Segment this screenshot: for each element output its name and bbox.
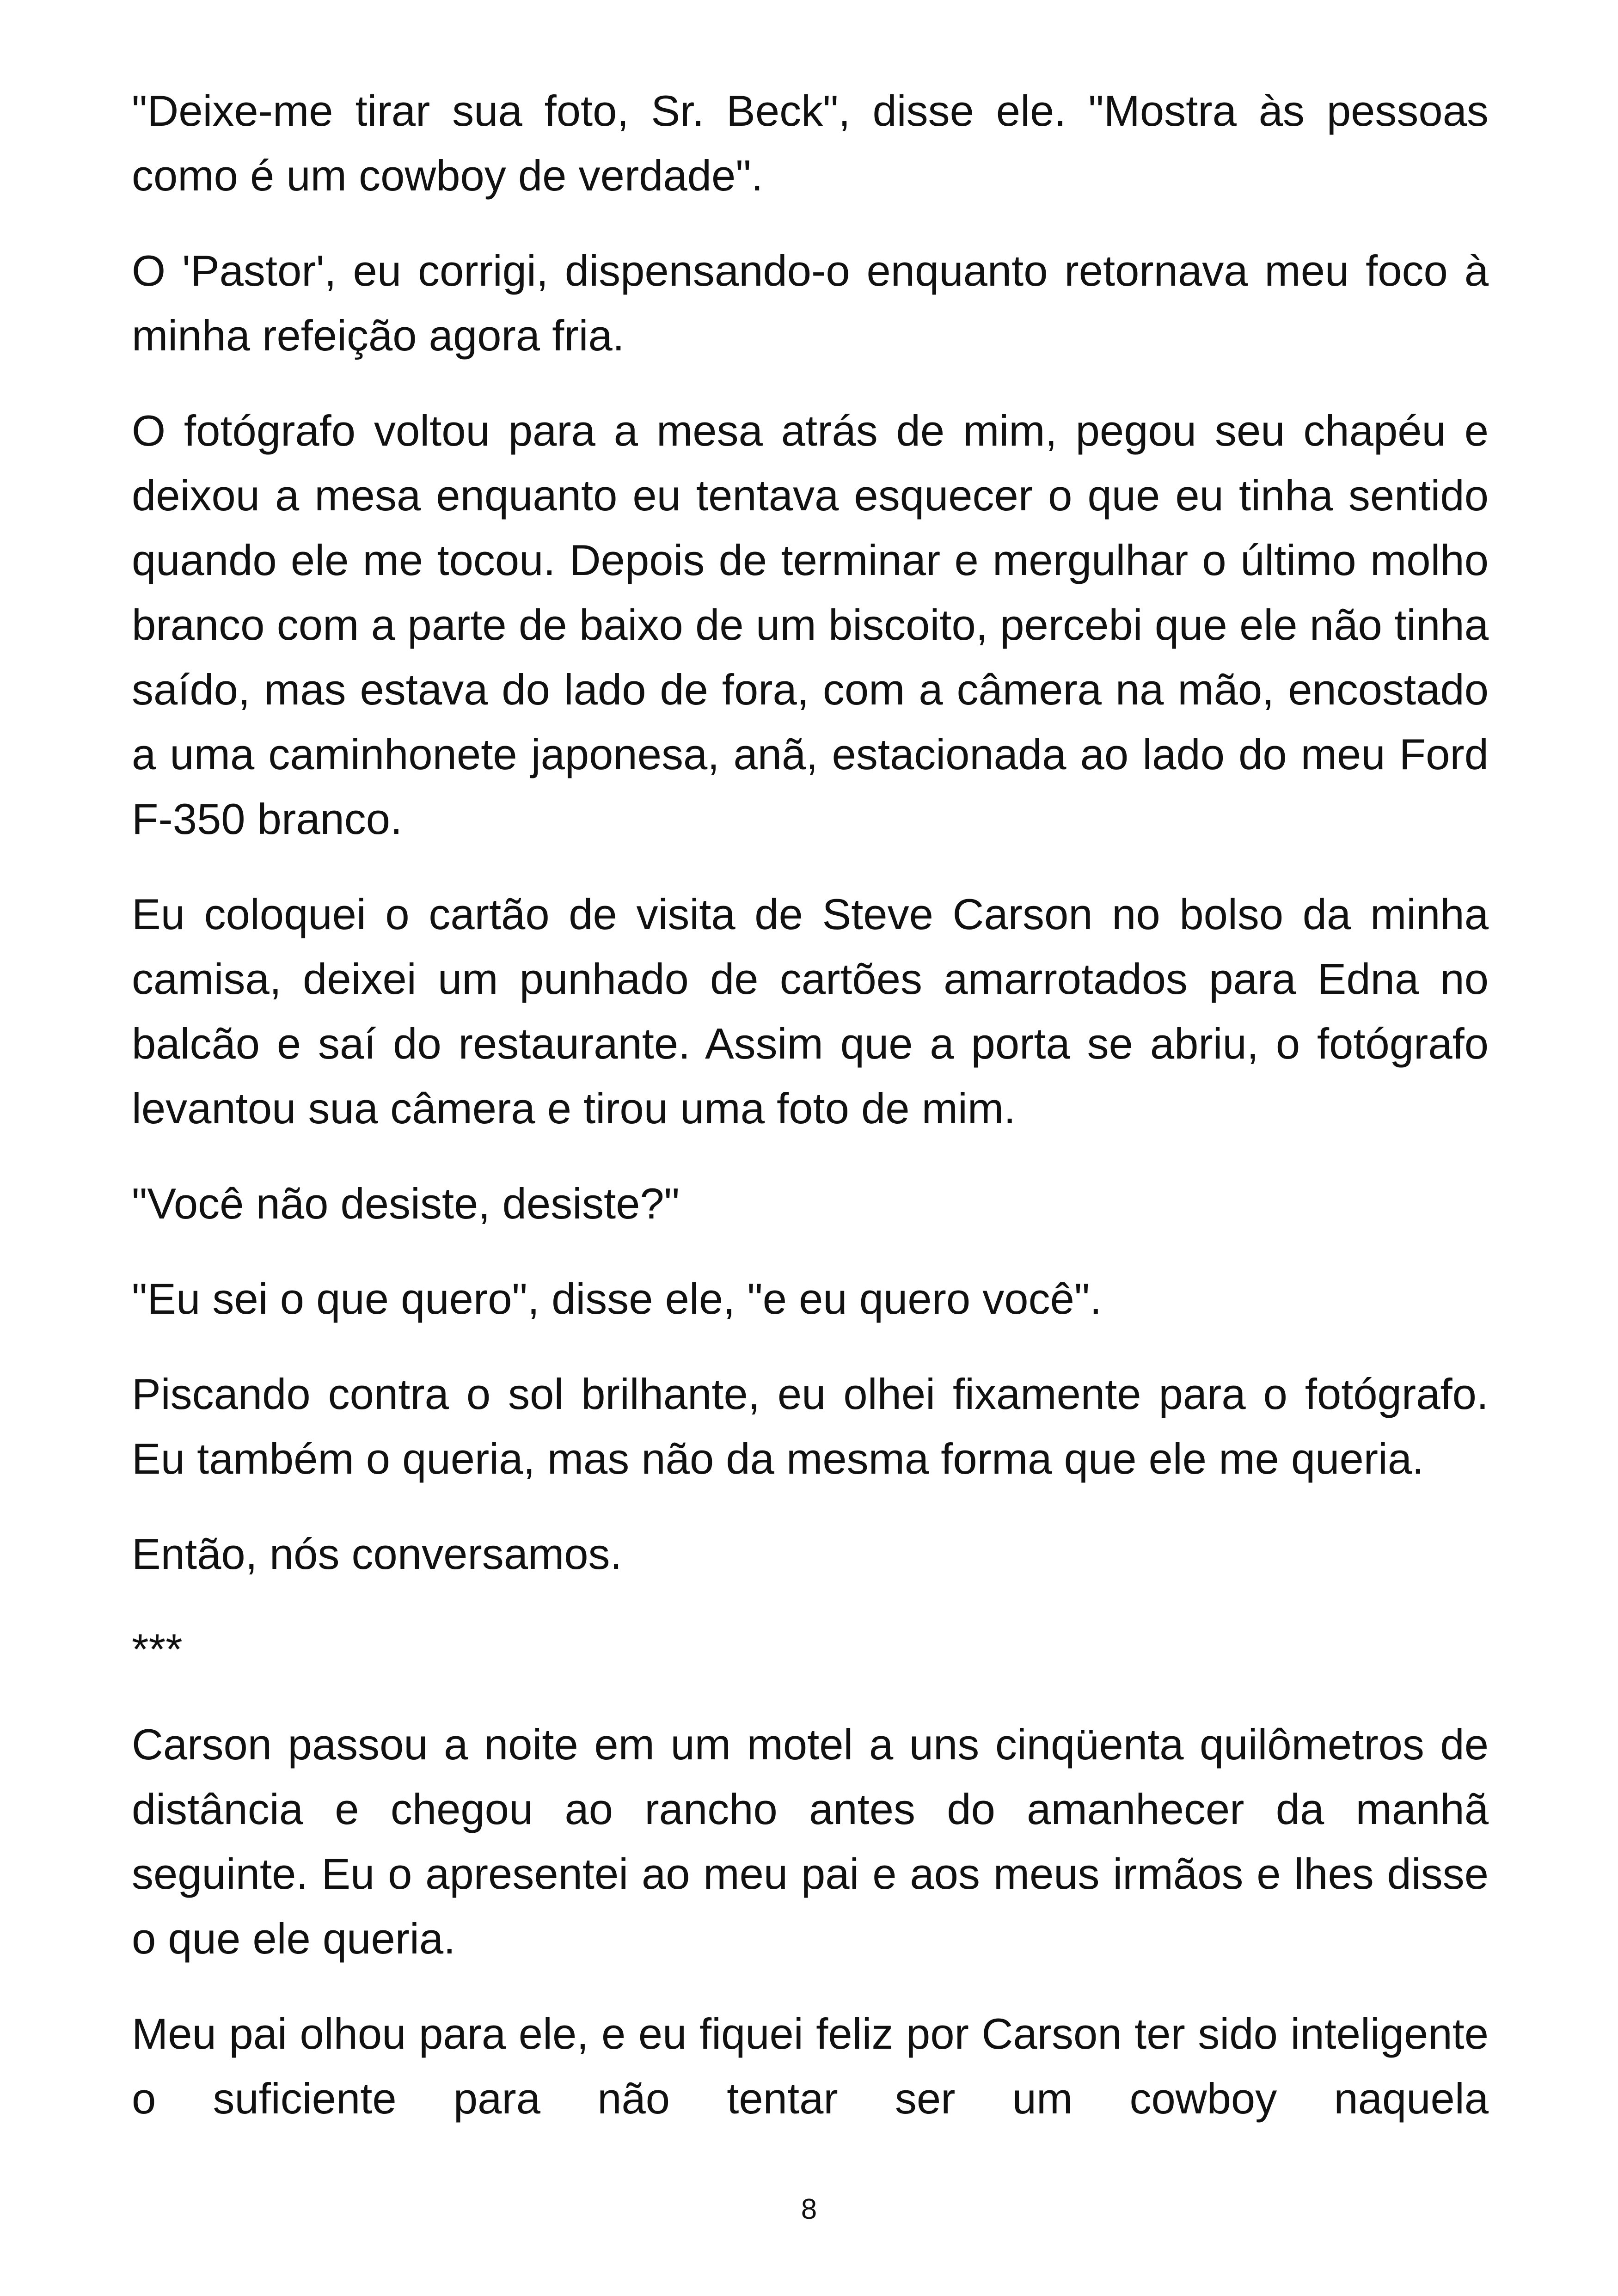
paragraph: Eu coloquei o cartão de visita de Steve Carson no bolso da minha camisa, deixei um punhado de cartões amarrotados para Edna no balcão e saí do restaurante. Assim que a porta se abriu, o fotógrafo levantou sua câmera e tirou uma foto de mim. — [132, 890, 1489, 1133]
paragraph: O 'Pastor', eu corrigi, dispensando-o enquanto retornava meu foco à minha refeição agora fria. — [132, 246, 1489, 360]
paragraph: Meu pai olhou para ele, e eu fiquei feliz por Carson ter sido inteligente o suficiente para não tentar ser um cowboy naquela — [132, 2009, 1489, 2123]
paragraph: Carson passou a noite em um motel a uns cinqüenta quilômetros de distância e chegou ao rancho antes do amanhecer da manhã seguinte. Eu o apresentei ao meu pai e aos meus irmãos e lhes disse o que ele queria. — [132, 1720, 1489, 1963]
paragraph: "Deixe-me tirar sua foto, Sr. Beck", disse ele. "Mostra às pessoas como é um cowboy de verdade". — [132, 86, 1489, 200]
paragraph: Piscando contra o sol brilhante, eu olhei fixamente para o fotógrafo. Eu também o queria, mas não da mesma forma que ele me queria. — [132, 1370, 1489, 1483]
paragraph: Então, nós conversamos. — [132, 1530, 622, 1578]
page-number: 8 — [801, 2193, 817, 2225]
scene-separator: *** — [132, 1625, 183, 1673]
paragraph: O fotógrafo voltou para a mesa atrás de mim, pegou seu chapéu e deixou a mesa enquanto eu tentava esquecer o que eu tinha sentido quando ele me tocou. Depois de terminar e mergulhar o último molho branco com a parte de baixo de um biscoito, percebi que ele não tinha saído, mas estava do lado de fora, com a câmera na mão, encostado a uma caminhonete japonesa, anã, estacionada ao lado do meu Ford F-350 branco. — [132, 406, 1489, 843]
paragraph: "Você não desiste, desiste?" — [132, 1179, 680, 1228]
document-page — [132, 79, 1489, 2131]
paragraph: "Eu sei o que quero", disse ele, "e eu quero você". — [132, 1274, 1102, 1323]
